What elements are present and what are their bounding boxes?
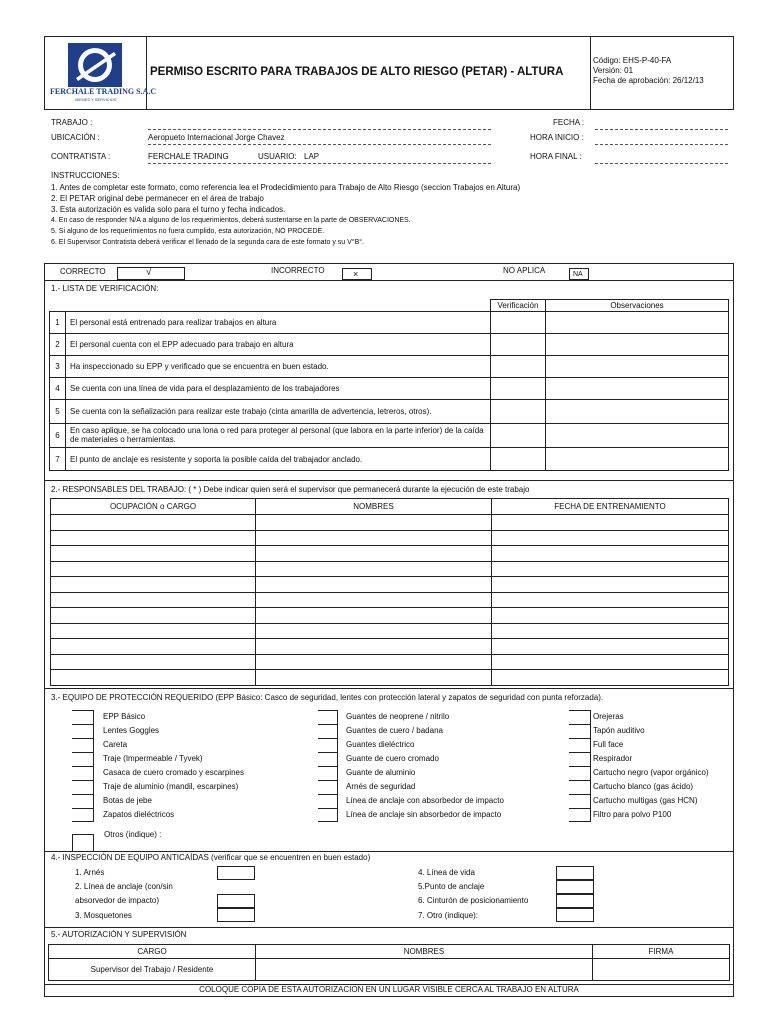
doc-approval-date: Fecha de aprobación: 26/12/13 xyxy=(593,76,704,85)
row-number: 1 xyxy=(50,312,66,334)
trabajo-field[interactable] xyxy=(148,129,491,130)
epp-label: Traje (Impermeable / Tyvek) xyxy=(103,754,203,763)
ubicacion-field[interactable] xyxy=(148,144,491,145)
observation-cell[interactable] xyxy=(546,356,729,378)
table-row xyxy=(51,608,729,624)
table-row xyxy=(50,378,729,400)
epp-label: Casaca de cuero cromado y escarpines xyxy=(103,768,244,777)
row-number: 5 xyxy=(50,400,66,424)
ocupacion-cell[interactable] xyxy=(51,592,256,608)
epp-label: Línea de anclaje sin absorbedor de impacto xyxy=(346,810,502,819)
authorization-table xyxy=(48,944,730,981)
epp-label: Orejeras xyxy=(593,712,624,721)
col-firma: FIRMA xyxy=(593,945,730,959)
table-row xyxy=(51,623,729,639)
fecha-cell[interactable] xyxy=(492,592,729,608)
inspection-label: 6. Cinturón de posicionamiento xyxy=(418,896,529,905)
row-text: El personal cuenta con el EPP adecuado para trabajo en altura xyxy=(66,334,491,356)
row-number: 3 xyxy=(50,356,66,378)
section4-title: 4.- INSPECCIÓN DE EQUIPO ANTICAÍDAS (verificar que se encuentren en buen estado) xyxy=(51,853,371,862)
check-icon: √ xyxy=(146,267,152,278)
ocupacion-cell[interactable] xyxy=(51,515,256,531)
checklist-table xyxy=(49,299,729,471)
inspection-label: 5.Punto de anclaje xyxy=(418,882,485,891)
epp-label: Botas de jebe xyxy=(103,796,152,805)
inspection-label: 3. Mosquetones xyxy=(75,911,132,920)
section3-title: 3.- EQUIPO DE PROTECCIÓN REQUERIDO (EPP Básico: Casco de seguridad, lentes con protección lateral y zapatos de seguridad con punta reforzada). xyxy=(51,693,604,702)
table-row xyxy=(51,561,729,577)
epp-label: Guantes de cuero / badana xyxy=(346,726,443,735)
epp-col2-lines xyxy=(318,710,338,822)
table-row xyxy=(51,654,729,670)
fecha-field[interactable] xyxy=(595,129,728,130)
fecha-cell[interactable] xyxy=(492,654,729,670)
hora-inicio-label: HORA INICIO : xyxy=(530,133,584,142)
table-row xyxy=(50,400,729,424)
instruction-item: 5. Si alguno de los requerimientos no fuera cumplido, esta autorización, NO PROCEDE. xyxy=(51,228,325,235)
contratista-value: FERCHALE TRADING xyxy=(148,152,229,161)
epp-label: Careta xyxy=(103,740,128,749)
inspection-box[interactable] xyxy=(556,908,594,922)
inspection-label: 4. Línea de vida xyxy=(418,868,475,877)
epp-label: Guante de cuero cromado xyxy=(346,754,439,763)
section5-title: 5.- AUTORIZACIÓN Y SUPERVISIÓN xyxy=(51,930,187,939)
legend-no-aplica: NO APLICA xyxy=(503,266,546,275)
row-text: Se cuenta con una línea de vida para el desplazamiento de los trabajadores xyxy=(66,378,491,400)
ubicacion-value: Aeropueto Internacional Jorge Chavez xyxy=(148,133,285,142)
nombres-cell[interactable] xyxy=(256,577,492,593)
observation-cell[interactable] xyxy=(546,448,729,471)
hora-final-label: HORA FINAL : xyxy=(530,152,582,161)
epp-label: Tapón auditivo xyxy=(593,726,645,735)
otros-label: Otros (indique) : xyxy=(104,830,162,839)
nombres-cell[interactable] xyxy=(256,654,492,670)
verification-cell[interactable] xyxy=(491,378,546,400)
col-observaciones: Observaciones xyxy=(546,300,729,312)
na-mark: NA xyxy=(573,271,583,278)
inspection-label: 2. Línea de anclaje (con/sin xyxy=(75,882,173,891)
usuario-value: LAP xyxy=(304,152,320,161)
cross-icon: × xyxy=(353,269,359,279)
epp-label: Zapatos dieléctricos xyxy=(103,810,175,819)
legend-incorrecto: INCORRECTO xyxy=(271,266,325,275)
nombres-cell[interactable] xyxy=(256,561,492,577)
epp-label: Cartucho negro (vapor orgánico) xyxy=(593,768,709,777)
nombres-cell[interactable] xyxy=(256,592,492,608)
nombres-cell[interactable] xyxy=(256,608,492,624)
epp-label: Línea de anclaje con absorbedor de impacto xyxy=(346,796,504,805)
epp-label: Respirador xyxy=(593,754,633,763)
company-tagline: BIENES Y SERVICIOS xyxy=(75,97,117,102)
doc-version: Versión: 01 xyxy=(593,66,634,75)
nombres-cell[interactable] xyxy=(256,623,492,639)
inspection-label: 1. Arnés xyxy=(75,868,105,877)
col-nombres: NOMBRES xyxy=(256,499,492,515)
fecha-cell[interactable] xyxy=(492,530,729,546)
fecha-cell[interactable] xyxy=(492,608,729,624)
hora-inicio-field[interactable] xyxy=(595,144,728,145)
fecha-cell[interactable] xyxy=(492,639,729,655)
row-number: 4 xyxy=(50,378,66,400)
trabajo-label: TRABAJO : xyxy=(51,118,93,127)
hora-final-field[interactable] xyxy=(595,163,728,164)
row-text: El personal está entrenado para realizar trabajos en altura xyxy=(66,312,491,334)
row-text: Se cuenta con la señalización para realizar este trabajo (cinta amarilla de advertencia, letreros, otros). xyxy=(66,400,491,424)
row-text: Ha inspeccionado su EPP y verificado que se encuentra en buen estado. xyxy=(66,356,491,378)
row-number: 2 xyxy=(50,334,66,356)
section2-title: 2.- RESPONSABLES DEL TRABAJO: ( * ) Debe indicar quien será el supervisor que permanecerá durante la ejecución de este trabajo xyxy=(51,485,530,494)
epp-col3-lines xyxy=(569,710,591,822)
col-verificacion: Verificación xyxy=(491,300,546,312)
epp-label: Arnés de seguridad xyxy=(346,782,416,791)
instruction-item: 2. El PETAR original debe permanecer en el área de trabajo xyxy=(51,194,264,203)
instruction-item: 3. Esta autorización es valida solo para el turno y fecha indicados. xyxy=(51,205,286,214)
epp-label: EPP Básico xyxy=(103,712,146,721)
fecha-cell[interactable] xyxy=(492,623,729,639)
inspection-box[interactable] xyxy=(217,866,255,880)
table-row xyxy=(51,515,729,531)
ocupacion-cell[interactable] xyxy=(51,654,256,670)
table-row xyxy=(50,356,729,378)
nombres-cell[interactable] xyxy=(256,959,593,981)
col-nombres: NOMBRES xyxy=(256,945,593,959)
company-name: FERCHALE TRADING S.A.C xyxy=(50,87,157,96)
fecha-cell[interactable] xyxy=(492,515,729,531)
col-fecha-entrenamiento: FECHA DE ENTRENAMIENTO xyxy=(492,499,729,515)
table-row xyxy=(49,959,730,981)
inspection-box[interactable] xyxy=(556,866,594,880)
epp-label: Guantes de neoprene / nitrilo xyxy=(346,712,450,721)
epp-label: Cartucho multigas (gas HCN) xyxy=(593,796,698,805)
observation-cell[interactable] xyxy=(546,334,729,356)
verification-cell[interactable] xyxy=(491,356,546,378)
table-row xyxy=(50,424,729,448)
table-row xyxy=(50,448,729,471)
ocupacion-cell[interactable] xyxy=(51,577,256,593)
row-text: En caso aplique, se ha colocado una lona o red para proteger al personal (que labora en la parte inferior) de la caída de materiales o herramientas. xyxy=(66,424,491,448)
epp-label: Guante de aluminio xyxy=(346,768,416,777)
fecha-cell[interactable] xyxy=(492,670,729,686)
table-row xyxy=(51,670,729,686)
nombres-cell[interactable] xyxy=(256,639,492,655)
footer-note: COLOQUE COPIA DE ESTA AUTORIZACION EN UN LUGAR VISIBLE CERCA AL TRABAJO EN ALTURA xyxy=(199,985,579,994)
table-row xyxy=(51,577,729,593)
observation-cell[interactable] xyxy=(546,400,729,424)
table-row xyxy=(51,546,729,562)
nombres-cell[interactable] xyxy=(256,515,492,531)
inspection-box[interactable] xyxy=(217,908,255,922)
contratista-label: CONTRATISTA : xyxy=(51,152,111,161)
inspection-label: 7. Otro (indique): xyxy=(418,911,479,920)
nombres-cell[interactable] xyxy=(256,546,492,562)
col-cargo: CARGO xyxy=(49,945,256,959)
inspection-box[interactable] xyxy=(556,894,594,908)
ocupacion-cell[interactable] xyxy=(51,670,256,686)
nombres-cell[interactable] xyxy=(256,530,492,546)
table-row xyxy=(51,592,729,608)
responsables-table xyxy=(50,498,729,686)
table-row xyxy=(51,639,729,655)
fecha-cell[interactable] xyxy=(492,561,729,577)
ocupacion-cell[interactable] xyxy=(51,608,256,624)
contratista-field[interactable] xyxy=(148,163,491,164)
table-row xyxy=(50,334,729,356)
row-number: 6 xyxy=(50,424,66,448)
verification-cell[interactable] xyxy=(491,334,546,356)
table-row xyxy=(50,312,729,334)
epp-label: Traje de aluminio (mandil, escarpines) xyxy=(103,782,239,791)
row-number: 7 xyxy=(50,448,66,471)
fecha-cell[interactable] xyxy=(492,546,729,562)
instruction-item: 6. El Supervisor Contratista deberá verificar el llenado de la segunda cara de este formato y su V°B°. xyxy=(51,239,364,246)
inspection-box[interactable] xyxy=(217,894,255,908)
fecha-cell[interactable] xyxy=(492,577,729,593)
inspection-box[interactable] xyxy=(556,880,594,894)
epp-label: Guantes dieléctrico xyxy=(346,740,415,749)
inspection-label: absorvedor de impacto) xyxy=(75,896,160,905)
instruction-item: 1. Antes de completar este formato, como referencia lea el Prodecidimiento para Trabajo de Alto Riesgo (seccion Trabajos en Altura) xyxy=(51,183,521,192)
company-logo xyxy=(50,40,157,106)
col-ocupacion: OCUPACIÓN o CARGO xyxy=(51,499,256,515)
verification-cell[interactable] xyxy=(491,400,546,424)
epp-label: Cartucho blanco (gas ácido) xyxy=(593,782,694,791)
ocupacion-cell[interactable] xyxy=(51,530,256,546)
verification-cell[interactable] xyxy=(491,312,546,334)
legend-correcto: CORRECTO xyxy=(60,267,106,276)
observation-cell[interactable] xyxy=(546,312,729,334)
epp-col1-lines xyxy=(72,710,94,822)
ocupacion-cell[interactable] xyxy=(51,623,256,639)
observation-cell[interactable] xyxy=(546,424,729,448)
observation-cell[interactable] xyxy=(546,378,729,400)
firma-cell[interactable] xyxy=(593,959,730,981)
ocupacion-cell[interactable] xyxy=(51,639,256,655)
page-title: PERMISO ESCRITO PARA TRABAJOS DE ALTO RIESGO (PETAR) - ALTURA xyxy=(150,66,564,78)
verification-cell[interactable] xyxy=(491,448,546,471)
verification-cell[interactable] xyxy=(491,424,546,448)
section1-title: 1.- LISTA DE VERIFICACIÓN: xyxy=(51,284,159,293)
otros-checkbox[interactable] xyxy=(72,834,94,852)
nombres-cell[interactable] xyxy=(256,670,492,686)
cargo-cell: Supervisor del Trabajo / Residente xyxy=(49,959,256,981)
table-row xyxy=(51,530,729,546)
doc-code: Código: EHS-P-40-FA xyxy=(593,56,672,65)
epp-label: Full face xyxy=(593,740,624,749)
row-text: El punto de anclaje es resistente y soporta la posible caída del trabajador anclado. xyxy=(66,448,491,471)
ocupacion-cell[interactable] xyxy=(51,561,256,577)
ocupacion-cell[interactable] xyxy=(51,546,256,562)
fecha-label: FECHA : xyxy=(553,118,585,127)
epp-label: Filtro para polvo P100 xyxy=(593,810,672,819)
instructions-title: INSTRUCCIONES: xyxy=(51,171,120,180)
epp-label: Lentes Goggles xyxy=(103,726,160,735)
usuario-label: USUARIO: xyxy=(258,152,297,161)
ubicacion-label: UBICACIÓN : xyxy=(51,133,100,142)
instruction-item: 4. En caso de responder N/A a alguno de los requerimientos, deberá sustentarse en la parte de OBSERVACIONES. xyxy=(51,217,411,224)
